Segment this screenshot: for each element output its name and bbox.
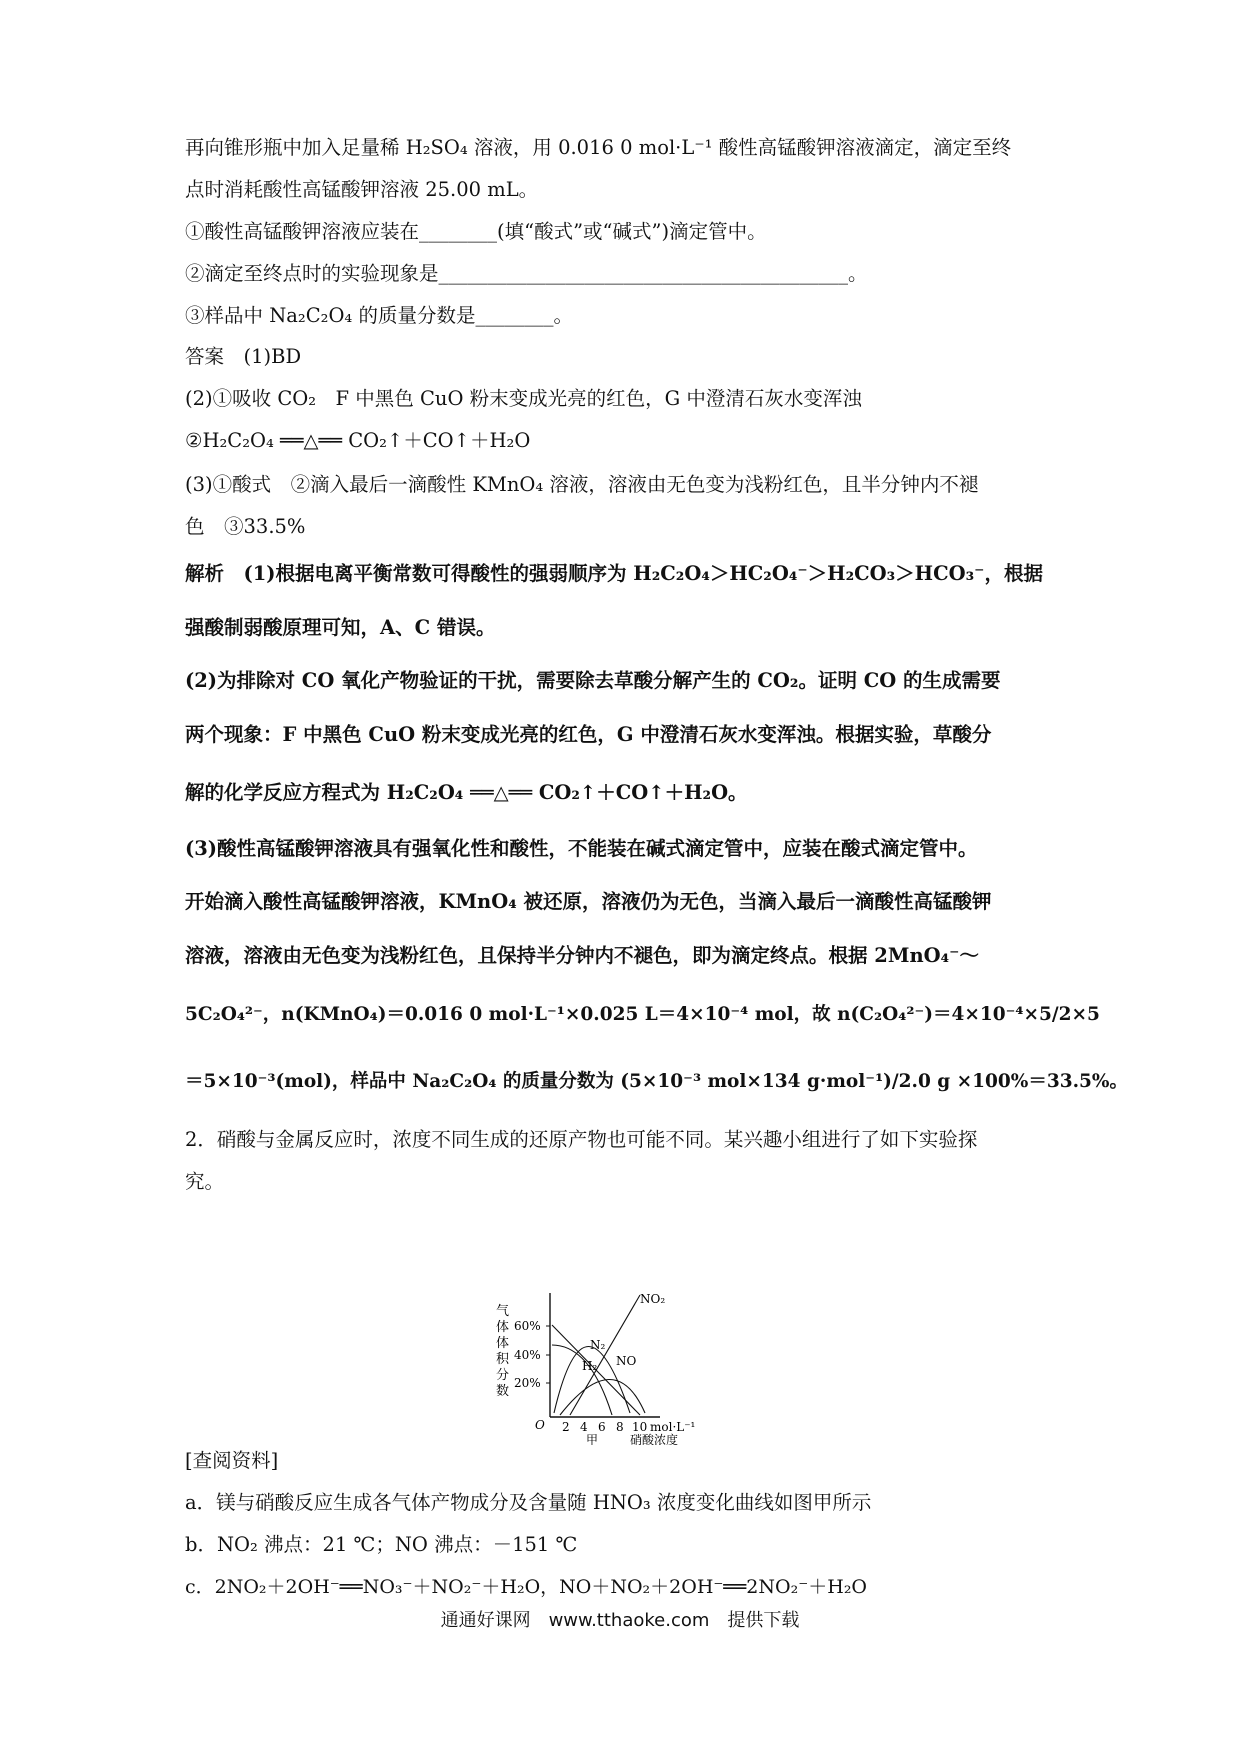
x-tick-label: 2: [562, 1420, 570, 1434]
analysis-line: 开始滴入酸性高锰酸钾溶液，KMnO₄ 被还原，溶液仍为无色，当滴入最后一滴酸性高锰酸钾: [185, 890, 992, 913]
figure-caption: 甲: [586, 1433, 599, 1445]
series-label-n2: N₂: [590, 1338, 606, 1352]
reference-item-b: b．NO₂ 沸点：21 ℃；NO 沸点：－151 ℃: [185, 1533, 578, 1556]
question-line: ②滴定至终点时的实验现象是__________________________________________。: [185, 262, 868, 285]
y-tick-label: 20%: [514, 1376, 541, 1390]
analysis-line: 两个现象：F 中黑色 CuO 粉末变成光亮的红色，G 中澄清石灰水变浑浊。根据实验，草酸分: [185, 723, 992, 746]
x-tick-label: 10: [632, 1420, 648, 1434]
analysis-line: (3)酸性高锰酸钾溶液具有强氧化性和酸性，不能装在碱式滴定管中，应装在酸式滴定管中。: [185, 837, 978, 860]
analysis-line: (2)为排除对 CO 氧化产物验证的干扰，需要除去草酸分解产生的 CO₂。证明 CO 的生成需要: [185, 669, 1001, 692]
reference-item-a: a．镁与硝酸反应生成各气体产物成分及含量随 HNO₃ 浓度变化曲线如图甲所示: [185, 1491, 872, 1514]
answer-line: (3)①酸式 ②滴入最后一滴酸性 KMnO₄ 溶液，溶液由无色变为浅粉红色，且半分钟内不褪: [185, 473, 979, 496]
y-tick-label: 60%: [514, 1319, 541, 1333]
text-line: 点时消耗酸性高锰酸钾溶液 25.00 mL。: [185, 178, 539, 201]
analysis-formula-line: 5C₂O₄²⁻，n(KMnO₄)＝0.016 0 mol·L⁻¹×0.025 L＝4×10⁻⁴ mol，故 n(C₂O₄²⁻)＝4×10⁻⁴×5/2×5: [185, 1004, 1100, 1025]
series-label-no2: NO₂: [640, 1292, 666, 1306]
analysis-equation: 解的化学反应方程式为 H₂C₂O₄ ══△══ CO₂↑＋CO↑＋H₂O。: [185, 781, 748, 804]
x-unit-label: mol·L⁻¹: [650, 1420, 696, 1434]
series-label-h2: H₂: [582, 1359, 598, 1373]
origin-label: O: [535, 1418, 545, 1432]
analysis-formula-line: ＝5×10⁻³(mol)，样品中 Na₂C₂O₄ 的质量分数为 (5×10⁻³ mol×134 g·mol⁻¹)/2.0 g ×100%＝33.5%。: [185, 1071, 1129, 1092]
reference-item-c: c．2NO₂＋2OH⁻══NO₃⁻＋NO₂⁻＋H₂O，NO＋NO₂＋2OH⁻══2NO₂⁻＋H₂O: [185, 1576, 868, 1598]
analysis-line: 解析 (1)根据电离平衡常数可得酸性的强弱顺序为 H₂C₂O₄＞HC₂O₄⁻＞H₂CO₃＞HCO₃⁻，根据: [185, 562, 1043, 585]
x-tick-label: 8: [616, 1420, 624, 1434]
y-tick-label: 40%: [514, 1348, 541, 1362]
question-2-line: 2．硝酸与金属反应时，浓度不同生成的还原产物也可能不同。某兴趣小组进行了如下实验探: [185, 1128, 978, 1151]
question-line: ③样品中 Na₂C₂O₄ 的质量分数是________。: [185, 304, 573, 327]
answer-equation: ②H₂C₂O₄ ══△══ CO₂↑＋CO↑＋H₂O: [185, 429, 531, 452]
question-2-line: 究。: [185, 1170, 225, 1193]
y-axis-label: 气体体积分数: [496, 1304, 510, 1399]
series-label-no: NO: [616, 1354, 637, 1368]
x-tick-label: 6: [598, 1420, 606, 1434]
reference-heading: [查阅资料]: [185, 1449, 279, 1472]
answer-line: (2)①吸收 CO₂ F 中黑色 CuO 粉末变成光亮的红色，G 中澄清石灰水变浑浊: [185, 387, 862, 410]
answer-line: 色 ③33.5%: [185, 515, 306, 538]
gas-fraction-chart: [490, 1285, 750, 1445]
analysis-line: 强酸制弱酸原理可知，A、C 错误。: [185, 616, 496, 639]
x-axis-label: 硝酸浓度: [630, 1433, 679, 1445]
x-tick-label: 4: [580, 1420, 588, 1434]
question-line: ①酸性高锰酸钾溶液应装在________(填“酸式”或“碱式”)滴定管中。: [185, 220, 767, 243]
analysis-line: 溶液，溶液由无色变为浅粉红色，且保持半分钟内不褪色，即为滴定终点。根据 2MnO₄⁻～: [185, 944, 979, 967]
answer-heading: 答案 (1)BD: [185, 345, 302, 368]
text-line: 再向锥形瓶中加入足量稀 H₂SO₄ 溶液，用 0.016 0 mol·L⁻¹ 酸性高锰酸钾溶液滴定，滴定至终: [185, 136, 1012, 159]
page-footer: 通通好课网 www.tthaoke.com 提供下载: [440, 1610, 800, 1631]
